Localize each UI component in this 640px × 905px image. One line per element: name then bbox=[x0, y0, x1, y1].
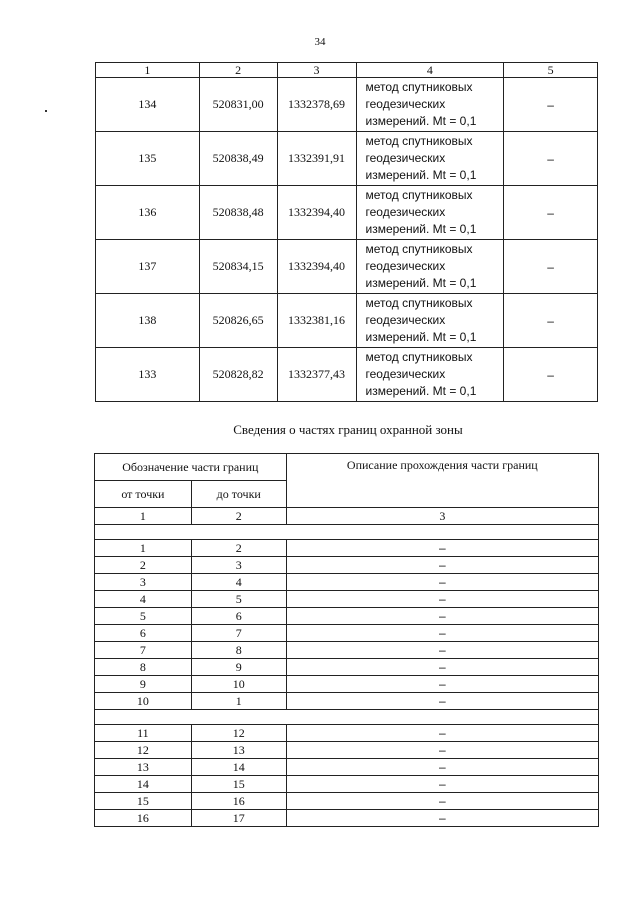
column-number: 2 bbox=[191, 508, 286, 525]
determination-method bbox=[356, 186, 504, 240]
from-point: 2 bbox=[95, 557, 192, 574]
x-coordinate: 520834,15 bbox=[199, 240, 277, 294]
x-coordinate: 520826,65 bbox=[199, 294, 277, 348]
boundary-part-row bbox=[95, 793, 599, 810]
note: – bbox=[504, 348, 598, 402]
from-point: 7 bbox=[95, 642, 192, 659]
from-point-header: от точки bbox=[95, 481, 192, 508]
to-point: 14 bbox=[191, 759, 286, 776]
part-description: – bbox=[286, 659, 598, 676]
boundary-part-row bbox=[95, 776, 599, 793]
from-point: 9 bbox=[95, 676, 192, 693]
y-coordinate: 1332378,69 bbox=[277, 78, 356, 132]
to-point: 8 bbox=[191, 642, 286, 659]
to-point: 7 bbox=[191, 625, 286, 642]
method-line: измерений. Mt = 0,1 bbox=[365, 222, 477, 236]
note: – bbox=[504, 240, 598, 294]
coordinate-row bbox=[96, 78, 598, 132]
x-coordinate: 520838,49 bbox=[199, 132, 277, 186]
coordinate-row bbox=[96, 132, 598, 186]
determination-method bbox=[356, 240, 504, 294]
column-number: 3 bbox=[277, 63, 356, 78]
method-line: метод спутниковых bbox=[365, 188, 473, 202]
boundary-group-2 bbox=[95, 710, 599, 827]
y-coordinate: 1332377,43 bbox=[277, 348, 356, 402]
boundary-part-row bbox=[95, 742, 599, 759]
method-line: измерений. Mt = 0,1 bbox=[365, 168, 477, 182]
column-number: 2 bbox=[199, 63, 277, 78]
to-point: 3 bbox=[191, 557, 286, 574]
method-line: измерений. Mt = 0,1 bbox=[365, 384, 477, 398]
part-description: – bbox=[286, 591, 598, 608]
column-number: 1 bbox=[96, 63, 200, 78]
part-description: – bbox=[286, 540, 598, 557]
column-number-row bbox=[95, 508, 599, 525]
method-line: измерений. Mt = 0,1 bbox=[365, 276, 477, 290]
designation-header: Обозначение части границ bbox=[95, 454, 287, 481]
group-separator-row bbox=[95, 525, 599, 540]
from-point: 3 bbox=[95, 574, 192, 591]
from-point: 12 bbox=[95, 742, 192, 759]
method-line: геодезических bbox=[365, 205, 446, 219]
part-description: – bbox=[286, 676, 598, 693]
to-point: 6 bbox=[191, 608, 286, 625]
method-line: геодезических bbox=[365, 313, 446, 327]
method-line: метод спутниковых bbox=[365, 80, 473, 94]
method-line: геодезических bbox=[365, 97, 446, 111]
determination-method bbox=[356, 78, 504, 132]
from-point: 5 bbox=[95, 608, 192, 625]
note: – bbox=[504, 132, 598, 186]
group-separator bbox=[95, 525, 599, 540]
part-description: – bbox=[286, 625, 598, 642]
part-description: – bbox=[286, 793, 598, 810]
column-number: 5 bbox=[504, 63, 598, 78]
note: – bbox=[504, 186, 598, 240]
determination-method bbox=[356, 132, 504, 186]
part-description: – bbox=[286, 776, 598, 793]
point-number: 133 bbox=[96, 348, 200, 402]
to-point: 2 bbox=[191, 540, 286, 557]
to-point: 13 bbox=[191, 742, 286, 759]
boundary-part-row bbox=[95, 659, 599, 676]
to-point: 10 bbox=[191, 676, 286, 693]
point-number: 138 bbox=[96, 294, 200, 348]
y-coordinate: 1332394,40 bbox=[277, 186, 356, 240]
boundary-part-row bbox=[95, 725, 599, 742]
method-line: геодезических bbox=[365, 367, 446, 381]
coordinate-row bbox=[96, 186, 598, 240]
method-line: измерений. Mt = 0,1 bbox=[365, 330, 477, 344]
boundary-part-row bbox=[95, 676, 599, 693]
from-point: 14 bbox=[95, 776, 192, 793]
method-line: метод спутниковых bbox=[365, 134, 473, 148]
boundary-part-row bbox=[95, 574, 599, 591]
boundary-part-row bbox=[95, 591, 599, 608]
from-point: 6 bbox=[95, 625, 192, 642]
method-line: метод спутниковых bbox=[365, 296, 473, 310]
coordinate-row bbox=[96, 348, 598, 402]
column-number-row bbox=[96, 63, 598, 78]
part-description: – bbox=[286, 608, 598, 625]
section-title: Сведения о частях границ охранной зоны bbox=[233, 422, 463, 437]
boundary-part-row bbox=[95, 625, 599, 642]
to-point: 16 bbox=[191, 793, 286, 810]
boundary-part-row bbox=[95, 810, 599, 827]
method-line: геодезических bbox=[365, 259, 446, 273]
boundary-part-row bbox=[95, 540, 599, 557]
boundary-parts-table bbox=[94, 453, 599, 827]
method-line: геодезических bbox=[365, 151, 446, 165]
part-description: – bbox=[286, 642, 598, 659]
from-point: 1 bbox=[95, 540, 192, 557]
part-description: – bbox=[286, 810, 598, 827]
part-description: – bbox=[286, 759, 598, 776]
from-point: 13 bbox=[95, 759, 192, 776]
boundary-part-row bbox=[95, 608, 599, 625]
column-number: 3 bbox=[286, 508, 598, 525]
x-coordinate: 520838,48 bbox=[199, 186, 277, 240]
header-row bbox=[95, 454, 599, 481]
to-point-header: до точки bbox=[191, 481, 286, 508]
note: – bbox=[504, 294, 598, 348]
from-point: 4 bbox=[95, 591, 192, 608]
point-number: 134 bbox=[96, 78, 200, 132]
determination-method bbox=[356, 294, 504, 348]
stray-mark bbox=[45, 110, 47, 112]
boundary-part-row bbox=[95, 759, 599, 776]
part-description: – bbox=[286, 557, 598, 574]
boundary-part-row bbox=[95, 642, 599, 659]
from-point: 15 bbox=[95, 793, 192, 810]
from-point: 16 bbox=[95, 810, 192, 827]
coordinates-table bbox=[95, 62, 598, 402]
part-description: – bbox=[286, 574, 598, 591]
x-coordinate: 520831,00 bbox=[199, 78, 277, 132]
to-point: 5 bbox=[191, 591, 286, 608]
to-point: 17 bbox=[191, 810, 286, 827]
coordinate-row bbox=[96, 240, 598, 294]
point-number: 135 bbox=[96, 132, 200, 186]
point-number: 136 bbox=[96, 186, 200, 240]
method-line: метод спутниковых bbox=[365, 242, 473, 256]
group-separator bbox=[95, 710, 599, 725]
description-header: Описание прохождения части границ bbox=[286, 454, 598, 508]
boundary-part-row bbox=[95, 557, 599, 574]
coordinate-row bbox=[96, 294, 598, 348]
from-point: 11 bbox=[95, 725, 192, 742]
x-coordinate: 520828,82 bbox=[199, 348, 277, 402]
y-coordinate: 1332391,91 bbox=[277, 132, 356, 186]
y-coordinate: 1332381,16 bbox=[277, 294, 356, 348]
page-number: 34 bbox=[314, 36, 326, 48]
part-description: – bbox=[286, 742, 598, 759]
column-number: 4 bbox=[356, 63, 504, 78]
determination-method bbox=[356, 348, 504, 402]
boundary-group-1 bbox=[95, 525, 599, 710]
group-separator-row bbox=[95, 710, 599, 725]
to-point: 12 bbox=[191, 725, 286, 742]
method-line: метод спутниковых bbox=[365, 350, 473, 364]
y-coordinate: 1332394,40 bbox=[277, 240, 356, 294]
to-point: 15 bbox=[191, 776, 286, 793]
from-point: 10 bbox=[95, 693, 192, 710]
point-number: 137 bbox=[96, 240, 200, 294]
part-description: – bbox=[286, 725, 598, 742]
from-point: 8 bbox=[95, 659, 192, 676]
to-point: 4 bbox=[191, 574, 286, 591]
to-point: 9 bbox=[191, 659, 286, 676]
method-line: измерений. Mt = 0,1 bbox=[365, 114, 477, 128]
boundary-part-row bbox=[95, 693, 599, 710]
part-description: – bbox=[286, 693, 598, 710]
to-point: 1 bbox=[191, 693, 286, 710]
note: – bbox=[504, 78, 598, 132]
column-number: 1 bbox=[95, 508, 192, 525]
